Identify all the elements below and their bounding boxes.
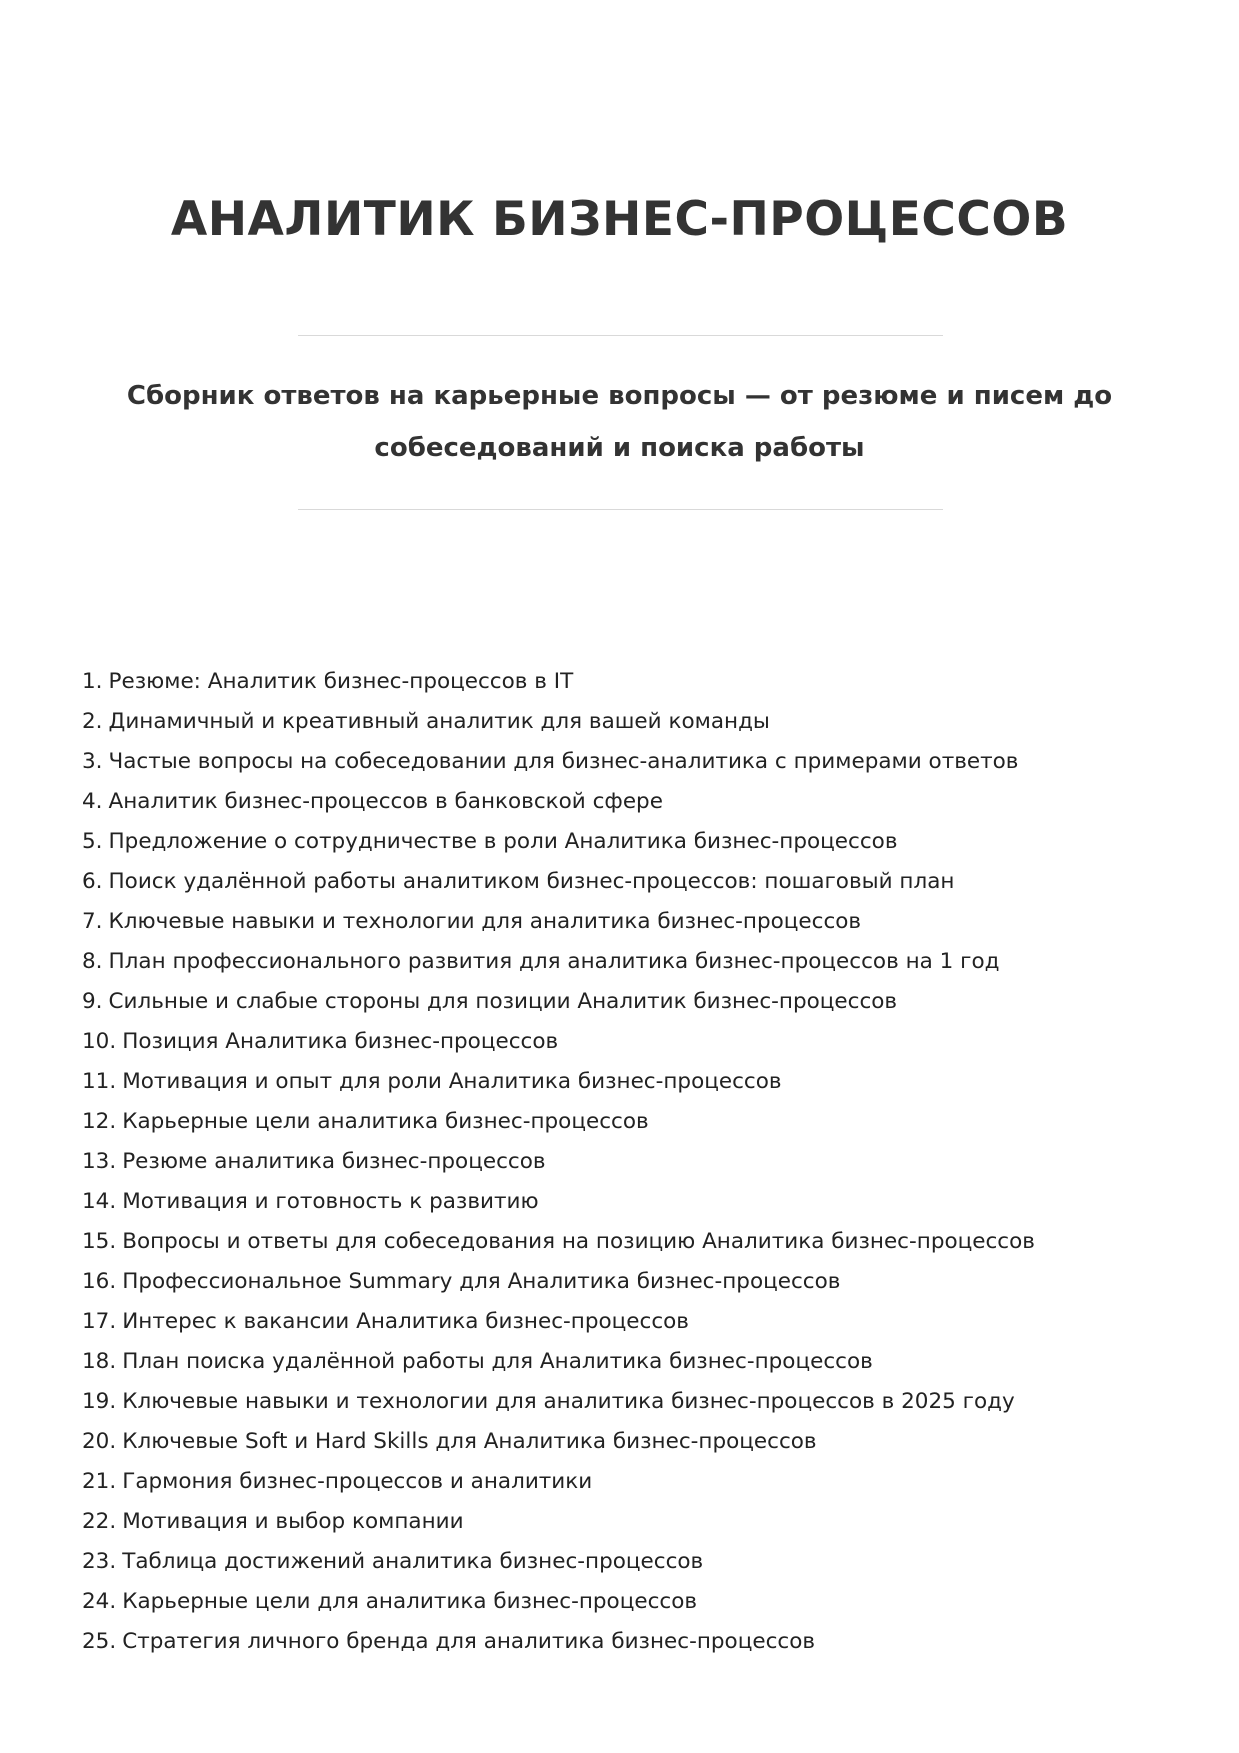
- toc-item-text: Резюме аналитика бизнес-процессов: [122, 1149, 546, 1174]
- toc-item-number: 12.: [82, 1109, 117, 1134]
- toc-item: [82, 1142, 1162, 1182]
- toc-item-number: 3.: [82, 749, 103, 774]
- toc-item: [82, 1382, 1162, 1422]
- toc-item-number: 10.: [82, 1029, 117, 1054]
- toc-item-text: План поиска удалённой работы для Аналитика бизнес-процессов: [122, 1349, 873, 1374]
- toc-item-text: Динамичный и креативный аналитик для вашей команды: [108, 709, 770, 734]
- toc-item-text: Аналитик бизнес-процессов в банковской сфере: [108, 789, 663, 814]
- toc-item-number: 6.: [82, 869, 103, 894]
- toc-item-text: Ключевые навыки и технологии для аналитика бизнес-процессов в 2025 году: [122, 1389, 1015, 1414]
- toc-item-number: 5.: [82, 829, 103, 854]
- toc-item-number: 22.: [82, 1509, 117, 1534]
- toc-item-number: 17.: [82, 1309, 117, 1334]
- toc-item-number: 15.: [82, 1229, 117, 1254]
- toc-item-text: Таблица достижений аналитика бизнес-процессов: [122, 1549, 704, 1574]
- toc-item-text: Ключевые навыки и технологии для аналитика бизнес-процессов: [108, 909, 862, 934]
- toc-item: [82, 1582, 1162, 1622]
- toc-item: [82, 1182, 1162, 1222]
- toc-item-number: 14.: [82, 1189, 117, 1214]
- toc-item-text: Частые вопросы на собеседовании для бизнес-аналитика с примерами ответов: [108, 749, 1019, 774]
- toc-item: [82, 1422, 1162, 1462]
- toc-item: [82, 1462, 1162, 1502]
- toc-item: [82, 902, 1162, 942]
- toc-item-number: 24.: [82, 1589, 117, 1614]
- toc-item-text: Гармония бизнес-процессов и аналитики: [122, 1469, 593, 1494]
- toc-item-text: Профессиональное Summary для Аналитика бизнес-процессов: [122, 1269, 841, 1294]
- toc-item-text: Вопросы и ответы для собеседования на позицию Аналитика бизнес-процессов: [122, 1229, 1035, 1254]
- toc-item-number: 16.: [82, 1269, 117, 1294]
- toc-item: [82, 1622, 1162, 1662]
- toc-item: [82, 1342, 1162, 1382]
- toc-item: [82, 822, 1162, 862]
- toc-item-number: 21.: [82, 1469, 117, 1494]
- toc-item: [82, 942, 1162, 982]
- toc-item-text: Интерес к вакансии Аналитика бизнес-процессов: [122, 1309, 689, 1334]
- toc-item: [82, 742, 1162, 782]
- toc-item-number: 4.: [82, 789, 103, 814]
- toc-item-number: 25.: [82, 1629, 117, 1654]
- toc-item: [82, 782, 1162, 822]
- toc-item: [82, 702, 1162, 742]
- toc-item-text: План профессионального развития для аналитика бизнес-процессов на 1 год: [108, 949, 1000, 974]
- toc-item-number: 2.: [82, 709, 103, 734]
- toc-item-text: Карьерные цели для аналитика бизнес-процессов: [122, 1589, 698, 1614]
- toc-item-text: Ключевые Soft и Hard Skills для Аналитика бизнес-процессов: [122, 1429, 817, 1454]
- toc-item-number: 20.: [82, 1429, 117, 1454]
- toc-item-number: 23.: [82, 1549, 117, 1574]
- toc-item-text: Поиск удалённой работы аналитиком бизнес-процессов: пошаговый план: [108, 869, 955, 894]
- toc-item-text: Позиция Аналитика бизнес-процессов: [122, 1029, 559, 1054]
- document-title: АНАЛИТИК БИЗНЕС-ПРОЦЕССОВ: [170, 192, 1069, 247]
- document-subtitle: Сборник ответов на карьерные вопросы — от резюме и писем до собеседований и поиска работы: [126, 381, 1113, 463]
- toc-item-number: 7.: [82, 909, 103, 934]
- toc-item-text: Стратегия личного бренда для аналитика бизнес-процессов: [122, 1629, 816, 1654]
- toc-item: [82, 1022, 1162, 1062]
- toc-item: [82, 1302, 1162, 1342]
- table-of-contents: [82, 662, 1162, 1662]
- toc-item-number: 9.: [82, 989, 103, 1014]
- toc-item: [82, 1102, 1162, 1142]
- toc-item-text: Предложение о сотрудничестве в роли Аналитика бизнес-процессов: [108, 829, 898, 854]
- toc-item-text: Карьерные цели аналитика бизнес-процессов: [122, 1109, 649, 1134]
- toc-item-number: 8.: [82, 949, 103, 974]
- toc-item: [82, 1222, 1162, 1262]
- toc-item-text: Мотивация и готовность к развитию: [122, 1189, 539, 1214]
- toc-item-number: 1.: [82, 669, 103, 694]
- toc-item: [82, 862, 1162, 902]
- toc-item-text: Сильные и слабые стороны для позиции Аналитик бизнес-процессов: [108, 989, 898, 1014]
- toc-item-number: 11.: [82, 1069, 117, 1094]
- subtitle-divider: [298, 509, 943, 510]
- toc-item-text: Мотивация и выбор компании: [122, 1509, 464, 1534]
- toc-item-number: 13.: [82, 1149, 117, 1174]
- toc-item-number: 19.: [82, 1389, 117, 1414]
- toc-item: [82, 1262, 1162, 1302]
- toc-item: [82, 982, 1162, 1022]
- toc-item-text: Мотивация и опыт для роли Аналитика бизнес-процессов: [122, 1069, 782, 1094]
- toc-item-text: Резюме: Аналитик бизнес-процессов в IT: [108, 669, 574, 694]
- toc-item-number: 18.: [82, 1349, 117, 1374]
- title-divider: [298, 335, 943, 336]
- toc-item: [82, 1542, 1162, 1582]
- toc-item: [82, 662, 1162, 702]
- toc-item: [82, 1502, 1162, 1542]
- toc-item: [82, 1062, 1162, 1102]
